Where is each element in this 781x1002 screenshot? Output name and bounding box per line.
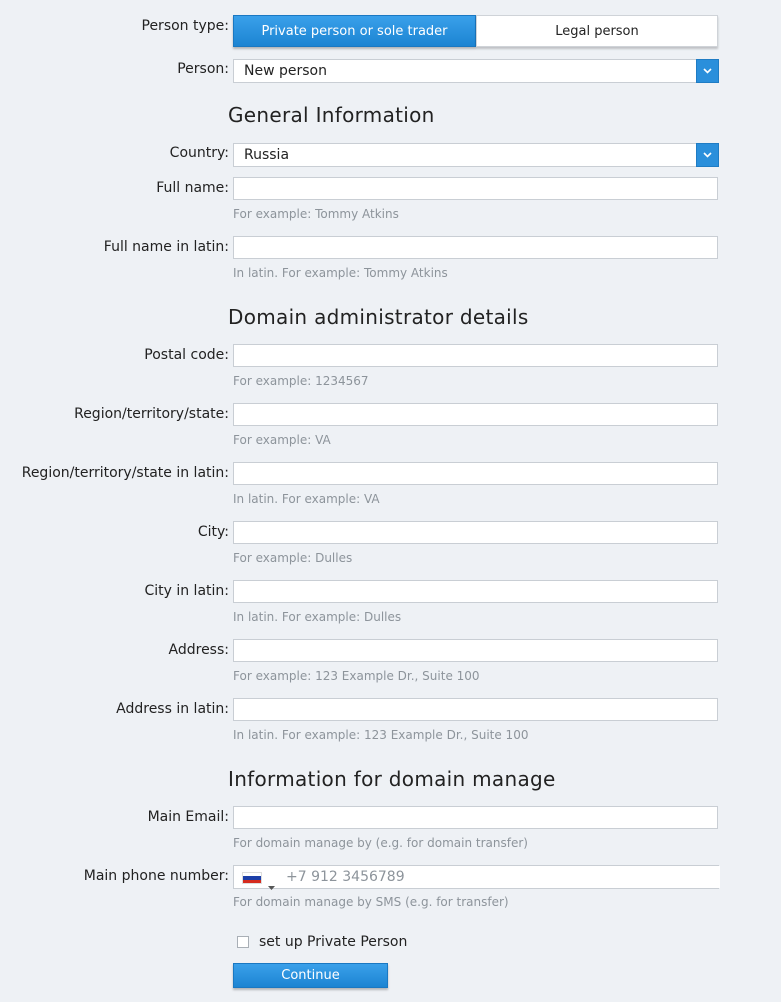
city-field[interactable] bbox=[233, 521, 718, 544]
phone-field[interactable] bbox=[282, 866, 720, 888]
section-heading-general: General Information bbox=[228, 103, 435, 127]
region-label: Region/territory/state: bbox=[74, 406, 229, 422]
private-person-toggle[interactable]: Private person or sole trader bbox=[233, 15, 476, 47]
phone-label: Main phone number: bbox=[83, 868, 229, 884]
person-select[interactable] bbox=[233, 59, 719, 83]
city-hint: For example: Dulles bbox=[233, 551, 353, 565]
continue-button[interactable]: Continue bbox=[233, 963, 388, 988]
region-hint: For example: VA bbox=[233, 433, 331, 447]
region-latin-field[interactable] bbox=[233, 462, 718, 485]
full-name-latin-field[interactable] bbox=[233, 236, 718, 259]
region-field[interactable] bbox=[233, 403, 718, 426]
country-label: Country: bbox=[169, 145, 229, 161]
russia-flag-icon[interactable] bbox=[242, 872, 262, 884]
private-person-checkbox[interactable] bbox=[237, 936, 249, 948]
caret-down-icon[interactable] bbox=[268, 875, 275, 894]
address-latin-label: Address in latin: bbox=[116, 701, 229, 717]
city-latin-label: City in latin: bbox=[144, 583, 229, 599]
city-latin-hint: In latin. For example: Dulles bbox=[233, 610, 402, 624]
full-name-label: Full name: bbox=[156, 180, 229, 196]
email-label: Main Email: bbox=[147, 809, 229, 825]
city-latin-field[interactable] bbox=[233, 580, 718, 603]
full-name-field[interactable] bbox=[233, 177, 718, 200]
country-select-value: Russia bbox=[244, 147, 290, 163]
address-latin-hint: In latin. For example: 123 Example Dr., Suite 100 bbox=[233, 728, 529, 742]
country-select[interactable] bbox=[233, 143, 719, 167]
postal-code-hint: For example: 1234567 bbox=[233, 374, 369, 388]
address-label: Address: bbox=[168, 642, 229, 658]
section-heading-manage: Information for domain manage bbox=[228, 767, 556, 791]
phone-field-wrapper bbox=[233, 865, 719, 889]
address-field[interactable] bbox=[233, 639, 718, 662]
region-latin-label: Region/territory/state in latin: bbox=[21, 465, 229, 481]
email-hint: For domain manage by (e.g. for domain transfer) bbox=[233, 836, 528, 850]
full-name-latin-label: Full name in latin: bbox=[103, 239, 229, 255]
region-latin-hint: In latin. For example: VA bbox=[233, 492, 380, 506]
address-hint: For example: 123 Example Dr., Suite 100 bbox=[233, 669, 480, 683]
chevron-down-icon[interactable] bbox=[696, 59, 719, 83]
private-person-label[interactable]: set up Private Person bbox=[259, 934, 408, 950]
person-label: Person: bbox=[177, 61, 229, 77]
postal-code-label: Postal code: bbox=[144, 347, 229, 363]
full-name-latin-hint: In latin. For example: Tommy Atkins bbox=[233, 266, 448, 280]
email-field[interactable] bbox=[233, 806, 718, 829]
address-latin-field[interactable] bbox=[233, 698, 718, 721]
person-type-label: Person type: bbox=[141, 18, 229, 34]
full-name-hint: For example: Tommy Atkins bbox=[233, 207, 399, 221]
legal-person-toggle[interactable]: Legal person bbox=[476, 15, 718, 47]
section-heading-admin: Domain administrator details bbox=[228, 305, 529, 329]
postal-code-field[interactable] bbox=[233, 344, 718, 367]
city-label: City: bbox=[197, 524, 229, 540]
person-select-value: New person bbox=[244, 63, 327, 79]
phone-hint: For domain manage by SMS (e.g. for transfer) bbox=[233, 895, 509, 909]
chevron-down-icon[interactable] bbox=[696, 143, 719, 167]
